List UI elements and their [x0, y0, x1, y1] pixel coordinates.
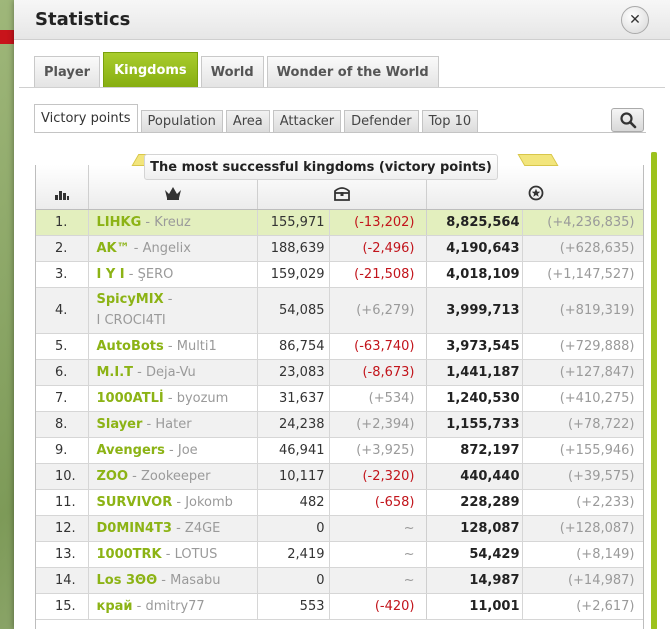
leader-name-link[interactable]: Multi1: [176, 338, 217, 354]
kingdom-cell: [88, 593, 257, 619]
kingdom-cell: [88, 515, 257, 541]
rank-cell: 8.: [36, 411, 88, 437]
kingdom-cell: [88, 411, 257, 437]
subtab-area[interactable]: Area: [226, 110, 270, 132]
leader-separator: -: [163, 338, 177, 354]
sub-tabs: [34, 104, 481, 132]
main-tabs: [34, 52, 442, 88]
victory-points-change-cell: (+2,233): [522, 489, 644, 515]
victory-points-icon: [528, 185, 544, 201]
rank-cell: 2.: [36, 235, 88, 261]
rank-cell: 10.: [36, 463, 88, 489]
leader-separator: -: [163, 292, 173, 307]
kingdom-name-link[interactable]: 1000ATLİ: [96, 390, 164, 406]
victory-points-cell: 11,001: [426, 593, 522, 619]
leader-separator: -: [172, 494, 186, 510]
kingdom-name-link[interactable]: Los 3ΘΘ: [96, 572, 158, 588]
table-row[interactable]: [36, 385, 644, 411]
population-change-cell: (+534): [329, 385, 426, 411]
population-cell: 54,085: [257, 287, 329, 333]
treasure-icon: [333, 185, 351, 201]
table-row[interactable]: [36, 567, 644, 593]
leader-name-link[interactable]: Z4GE: [184, 520, 221, 536]
kingdom-cell: [88, 567, 257, 593]
scrollbar-thumb[interactable]: [651, 152, 657, 629]
leader-name-link[interactable]: Masabu: [170, 572, 221, 588]
leader-name-link[interactable]: dmitry77: [145, 598, 205, 614]
victory-points-cell: 1,240,530: [426, 385, 522, 411]
rank-cell: 4.: [36, 287, 88, 333]
search-button[interactable]: [611, 108, 644, 132]
victory-points-cell: 1,441,187: [426, 359, 522, 385]
population-cell: 0: [257, 567, 329, 593]
leader-name-link[interactable]: Zookeeper: [141, 468, 211, 484]
kingdom-name-link[interactable]: AK™: [96, 240, 130, 256]
victory-points-change-cell: (+8,149): [522, 541, 644, 567]
window-titlebar: [14, 0, 670, 40]
population-change-cell: (+3,925): [329, 437, 426, 463]
victory-points-change-cell: (+39,575): [522, 463, 644, 489]
leader-separator: -: [132, 598, 146, 614]
leader-name-link[interactable]: ŞERO: [137, 266, 174, 282]
victory-points-change-cell: (+410,275): [522, 385, 644, 411]
victory-points-cell: 1,155,733: [426, 411, 522, 437]
tab-player[interactable]: Player: [34, 56, 100, 88]
kingdoms-panel: [19, 87, 665, 629]
subtab-population[interactable]: Population: [141, 110, 223, 132]
victory-points-change-cell: (+78,722): [522, 411, 644, 437]
population-change-cell: ~: [329, 515, 426, 541]
kingdom-name-link[interactable]: I Y I: [96, 266, 125, 282]
victory-points-cell: 3,999,713: [426, 287, 522, 333]
population-change-cell: (-21,508): [329, 261, 426, 287]
leader-separator: -: [161, 546, 175, 562]
rank-cell: 6.: [36, 359, 88, 385]
victory-points-cell: 4,018,109: [426, 261, 522, 287]
table-row[interactable]: [36, 235, 644, 261]
kingdom-cell: [88, 261, 257, 287]
rank-icon: [55, 190, 69, 200]
rank-cell: 13.: [36, 541, 88, 567]
window-title: Statistics: [35, 9, 131, 30]
search-icon: [619, 111, 637, 129]
victory-points-change-cell: (+127,847): [522, 359, 644, 385]
population-change-cell: ~: [329, 541, 426, 567]
population-change-cell: (-420): [329, 593, 426, 619]
population-cell: 46,941: [257, 437, 329, 463]
kingdom-cell: [88, 437, 257, 463]
population-cell: 188,639: [257, 235, 329, 261]
rank-cell: 1.: [36, 209, 88, 235]
kingdom-name-link[interactable]: SURVIVOR: [96, 494, 173, 510]
table-row[interactable]: [36, 287, 644, 333]
population-change-cell: (-2,496): [329, 235, 426, 261]
victory-points-cell: 3,973,545: [426, 333, 522, 359]
leader-separator: -: [133, 364, 146, 380]
table-row[interactable]: [36, 593, 644, 619]
victory-points-cell: 54,429: [426, 541, 522, 567]
population-cell: 10,117: [257, 463, 329, 489]
victory-points-cell: 4,190,643: [426, 235, 522, 261]
victory-points-cell: 14,987: [426, 567, 522, 593]
kingdom-name-link[interactable]: Avengers: [96, 442, 165, 458]
rank-cell: 11.: [36, 489, 88, 515]
kingdom-cell: [88, 489, 257, 515]
population-cell: 482: [257, 489, 329, 515]
population-cell: 24,238: [257, 411, 329, 437]
leader-separator: -: [141, 214, 155, 230]
table-row[interactable]: [36, 541, 644, 567]
victory-points-change-cell: (+819,319): [522, 287, 644, 333]
population-change-cell: (-63,740): [329, 333, 426, 359]
victory-points-cell: 228,289: [426, 489, 522, 515]
victory-points-change-cell: (+1,147,527): [522, 261, 644, 287]
crown-icon: [164, 186, 182, 200]
kingdom-cell: [88, 209, 257, 235]
table-row[interactable]: [36, 515, 644, 541]
kingdom-cell: [88, 359, 257, 385]
kingdom-cell: [88, 463, 257, 489]
table-row[interactable]: [36, 437, 644, 463]
table-row[interactable]: [36, 489, 644, 515]
subtab-attacker[interactable]: Attacker: [273, 110, 341, 132]
leader-separator: -: [171, 520, 185, 536]
population-cell: 23,083: [257, 359, 329, 385]
victory-points-change-cell: (+4,236,835): [522, 209, 644, 235]
population-cell: 2,419: [257, 541, 329, 567]
population-cell: 155,971: [257, 209, 329, 235]
table-row[interactable]: [36, 333, 644, 359]
population-change-cell: (-8,673): [329, 359, 426, 385]
kingdom-name-link[interactable]: Slayer: [96, 416, 143, 432]
tab-kingdoms[interactable]: Kingdoms: [103, 52, 198, 88]
ranking-table-wrap[interactable]: [35, 165, 644, 629]
victory-points-cell: 8,825,564: [426, 209, 522, 235]
victory-points-cell: 440,440: [426, 463, 522, 489]
kingdom-name-link[interactable]: D0MIN4T3: [96, 520, 172, 536]
victory-points-cell: 128,087: [426, 515, 522, 541]
victory-points-change-cell: (+628,635): [522, 235, 644, 261]
leader-name-link[interactable]: Joe: [177, 442, 198, 458]
population-change-cell: (-2,320): [329, 463, 426, 489]
leader-separator: -: [128, 468, 141, 484]
header-rank[interactable]: [36, 165, 88, 209]
table-banner: The most successful kingdoms (victory points): [144, 154, 498, 180]
rank-cell: 15.: [36, 593, 88, 619]
kingdom-cell: [88, 287, 257, 333]
subtab-victory-points[interactable]: Victory points: [34, 104, 138, 132]
ranking-table-body: [36, 209, 644, 619]
close-button[interactable]: [621, 6, 649, 34]
banner-wing-right: [518, 154, 559, 166]
leader-separator: -: [157, 572, 171, 588]
statistics-window: [14, 0, 670, 629]
leader-name-link[interactable]: Jokomb: [185, 494, 233, 510]
victory-points-change-cell: (+729,888): [522, 333, 644, 359]
population-change-cell: (-658): [329, 489, 426, 515]
kingdom-cell: [88, 541, 257, 567]
rank-cell: 9.: [36, 437, 88, 463]
kingdom-name-link[interactable]: ZOO: [96, 468, 129, 484]
table-row[interactable]: [36, 359, 644, 385]
population-cell: 0: [257, 515, 329, 541]
subtab-top-10[interactable]: Top 10: [422, 110, 479, 132]
victory-points-change-cell: (+155,946): [522, 437, 644, 463]
leader-separator: -: [124, 266, 138, 282]
leader-separator: -: [129, 240, 143, 256]
table-row[interactable]: [36, 463, 644, 489]
kingdom-name-link[interactable]: LIHKG: [96, 214, 142, 230]
rank-cell: 5.: [36, 333, 88, 359]
ranking-table: [36, 165, 644, 620]
kingdom-name-link[interactable]: 1000TRK: [96, 546, 162, 562]
population-cell: 159,029: [257, 261, 329, 287]
population-change-cell: (+6,279): [329, 287, 426, 333]
leader-separator: -: [164, 442, 178, 458]
leader-separator: -: [163, 390, 177, 406]
victory-points-change-cell: (+14,987): [522, 567, 644, 593]
rank-cell: 12.: [36, 515, 88, 541]
leader-name-link[interactable]: Hater: [155, 416, 192, 432]
kingdom-name-link[interactable]: SpicyMIX: [96, 292, 164, 307]
population-change-cell: ~: [329, 567, 426, 593]
tab-world[interactable]: World: [201, 56, 264, 88]
kingdom-name-link[interactable]: M.I.T: [96, 364, 134, 380]
kingdom-cell: [88, 385, 257, 411]
table-row[interactable]: [36, 209, 644, 235]
sub-tabs-divider: [34, 132, 646, 133]
population-cell: 553: [257, 593, 329, 619]
victory-points-change-cell: (+128,087): [522, 515, 644, 541]
kingdom-cell: [88, 235, 257, 261]
victory-points-cell: 872,197: [426, 437, 522, 463]
leader-name-link[interactable]: byozum: [176, 390, 229, 406]
rank-cell: 7.: [36, 385, 88, 411]
subtab-defender[interactable]: Defender: [344, 110, 418, 132]
leader-name-link[interactable]: Kreuz: [154, 214, 191, 230]
population-change-cell: (-13,202): [329, 209, 426, 235]
leader-name-link[interactable]: I CROCI4TI: [96, 313, 166, 328]
population-cell: 31,637: [257, 385, 329, 411]
kingdom-name-link[interactable]: край: [96, 598, 133, 614]
rank-cell: 3.: [36, 261, 88, 287]
population-change-cell: (+2,394): [329, 411, 426, 437]
leader-name-link[interactable]: Angelix: [142, 240, 191, 256]
leader-name-link[interactable]: LOTUS: [174, 546, 218, 562]
table-row[interactable]: [36, 261, 644, 287]
victory-points-change-cell: (+2,617): [522, 593, 644, 619]
kingdom-cell: [88, 333, 257, 359]
rank-cell: 14.: [36, 567, 88, 593]
kingdom-name-link[interactable]: AutoBots: [96, 338, 164, 354]
population-cell: 86,754: [257, 333, 329, 359]
table-row[interactable]: [36, 411, 644, 437]
tab-wonder-of-the-world[interactable]: Wonder of the World: [267, 56, 439, 88]
leader-separator: -: [142, 416, 156, 432]
leader-name-link[interactable]: Deja-Vu: [146, 364, 196, 380]
close-icon: ✕: [629, 12, 641, 28]
